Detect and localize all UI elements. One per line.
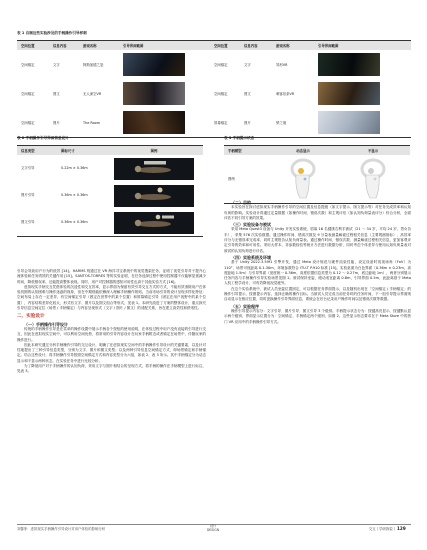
table1-cell-screenshot <box>318 82 391 105</box>
table3 <box>224 145 410 204</box>
table2-header-cell: 图例 <box>150 149 158 153</box>
table1-cell-game: 无人深空VR <box>83 92 102 96</box>
table1-cell-position: 空间锚定 <box>21 121 35 125</box>
table-row <box>17 79 411 108</box>
table1-cell-game: 异形VR <box>276 63 288 67</box>
paragraph: 传统的手柄操作引导是在菜单的操作设置中展示手柄各个按钮的使用说明，在体验过程中用户没有直接的引导进行交互，因此在虚拟现实空间中，可以利用空间优势，将常用的引导内容设计在玩家手柄附近或者锚定在场景中，伴随玩家的操作进行。 <box>17 326 206 342</box>
table1 <box>17 40 411 138</box>
table2-header-cell: 图标尺寸 <box>61 149 75 153</box>
subsection-heading: （一）手柄操作引导设计 <box>24 321 68 327</box>
table2-cell-type: 文字引导 <box>21 166 35 171</box>
table1-header-cell: 信息内容 <box>53 44 67 48</box>
table1-header-cell: 信息内容 <box>244 44 258 48</box>
controller-model-plain-image <box>356 157 390 201</box>
table1-header-cell: 引导界面截图 <box>318 44 339 48</box>
table1-cell-game: 阿斯加德之怒 <box>83 63 104 67</box>
left-column-text <box>17 269 206 375</box>
table3-cell-dynamic <box>268 157 338 201</box>
footer-section: 交互丨学研探索丨 <box>368 527 396 531</box>
table-row <box>17 182 203 209</box>
table2-cell-type: 图片引导 <box>21 193 35 198</box>
table2-header-row <box>17 146 203 155</box>
paragraph: 本实验旨在探讨虚拟现实手柄操作引导的空间位置及信息提级（如文字提示、图文提示等）对任务完成效率和认知负荷的影响。实验设计将通过定量数据（如操作时间、错误次数）和主观评估（如认知负荷量表评分）综合分析，全面评估不同引导方案的效果。 <box>224 205 411 220</box>
paragraph: 为了降低用户对于手柄操作的认知负荷，采用文字与图片相结合的呈现方式，将手柄的操作在手柄模型上进行标注，见表 3。 <box>17 364 206 374</box>
table2-cell-type: 图文引导 <box>21 220 35 225</box>
game-screenshot-image <box>318 111 380 134</box>
paragraph: 采用 Meta Quest3 设备与 Unity 开发实验系统，招募 16 名健康右利手被试（21 ～ 34 岁，平均 24 岁，男女各半），采集 576 次实验数据。通过操作时间、错误次数及 9 分量表测量解谜过程相关信息（主要观测指标）、高效率评分与无错误率完成率，同时主观报告认知负荷量表。通过操作时间、错误次数、测量解谜过程相关信息，更加客观评定引导的效率和可用性。采用大样本、非参数检验等统计方法进行数据分析，同时考虑个体差异与使用认知负荷量表对被试的认知负荷进行评估。 <box>224 227 411 253</box>
table3-cell-hidden <box>338 157 408 201</box>
table1-cell-game: 梦之境 <box>276 121 287 125</box>
footer-article-title: 刘馨菲：虚拟现实手柄操作引导设计对用户体验的影响分析 <box>17 527 106 531</box>
paragraph: 在这个实验系统中，被试人员坐姿位置固定，可以根据任务界面提示，以及随机出现在「空间锚定 / 手柄锚定」的操作引导提示，按照提示内容，选择正确的操作目标。当被试人员完成当前任务时的任务时间，下一组引导提示界面则自动显示在相应位置，同时更换操作引导界面信息，系统会在后台记录用户操作时间以及错误次数等数据。 <box>224 286 411 302</box>
table3-header-row <box>224 146 410 155</box>
footer-journal-mark <box>203 525 223 533</box>
table1-cell-screenshot <box>123 111 214 134</box>
table1-cell-content: 图文 <box>53 92 60 96</box>
paragraph: 操作引导提示内容分：文字引导、图片引导、图文引导 3 个级别。手柄提示状态分为：按键高亮显示、按键默认显示两个级别，界面显示位置分为：空间锚定、手柄锚定两个级别，如图 2。这些显示形态要求在于 Meta Store 中的热门 VR 应用中的手柄操作引导方式。 <box>224 308 411 324</box>
game-screenshot-image <box>318 53 380 76</box>
controller-text-guide-image <box>114 158 194 180</box>
table1-cell-screenshot <box>318 53 391 76</box>
game-screenshot-image <box>123 82 185 105</box>
table2-cell-size: 0.36m × 0.36m <box>61 220 88 225</box>
table2-cell-example <box>109 185 199 207</box>
subsection-heading: （三）实验设备与被试 <box>231 222 271 228</box>
paragraph: 引导会导致用户行为的低效 [14]。HARMS 则通过在 VR 海洋寻宝系统中的视觉搜索任务，证明了视觉引导对于提升心流体验和任务绩效的关键作用 [15]。SANTOS-TORRES 等的实验证明，在任务选择过程中使用控制器不仅能够显著减少时间，降低错误率，还能提高整体表现。同时，用户对控制器的感知可用性也高于其他实验方式 [16]。 <box>17 269 206 284</box>
table1-cell-screenshot <box>123 53 214 76</box>
table1-cell-content: 图片 <box>53 121 60 125</box>
subsection-heading: （二）目的 <box>231 200 251 205</box>
table-row <box>224 155 410 203</box>
footer-journal-cn: 设计 <box>209 524 217 528</box>
table1-header-cell: 游戏名称 <box>276 44 290 48</box>
table2 <box>17 145 203 237</box>
table-row <box>17 50 411 79</box>
table1-cell-game: The Room <box>83 120 101 125</box>
footer-journal-en: DESIGN <box>206 527 220 532</box>
table2-header-cell: 信息类型 <box>21 149 35 153</box>
table3-header-cell: 动态显示 <box>296 149 310 153</box>
table1-header-row <box>17 41 411 50</box>
controller-model-highlighted-image <box>286 157 320 201</box>
game-screenshot-image <box>318 82 380 105</box>
table1-cell-position: 屏幕锚定 <box>214 121 228 125</box>
right-column-text <box>224 200 411 325</box>
paragraph: 基于 Unity 2022.3.59f1 引擎开发，通过 Meta 设计规范与硬件渲染性能，设定设备时视视场角（FoV）为 110°，场景可视距离 0.1-30m，环境参数符合 ITU-T P.910 标准 [15]。实验桌面为白色界面（0.36m × 0.23m，高度距地 1.5m）与引导界面（宽度统一 0.36m，高度依据信息类型为 0.12 ～ 0.27m，底边距地 1m），两者分别展示任务内容与手柄操作引导实验场景见图 1。被试保持坐姿，眼动适宜距离 0.8m，引导界面 0.5m，此距离基于 Meta 人机工程学设计，可有效降低视觉疲劳。 <box>224 260 411 286</box>
table1-cell-screenshot <box>123 82 214 105</box>
game-screenshot-image <box>123 53 185 76</box>
table1-cell-content: 图文 <box>244 92 251 96</box>
table-row <box>17 108 411 137</box>
table2-cell-example <box>109 158 199 180</box>
table1-header-cell: 引导界面截图 <box>123 44 144 48</box>
subsection-heading: （四）实验系统及环境 <box>231 254 271 260</box>
controller-image-guide-image <box>114 185 194 207</box>
paragraph: 虚拟现实手柄交互凭借体验的沉浸性和交互效率，显示界面为保留有效引导交互方式的方式，不能有效消除用户在体验初期的认知困难与操作迷惑的现象，但在中期则能依赖深入理解手柄操作规则。当前市场引导的设计呈现多样化特征：空间布局上存在一定差异，有空间锚定引导（固定在世界中的某个位置）和屏幕锚定引导（固定在用户视野中的某个位置），内容结构差异化较大，形式有文字、图片以及图文组合等形式，见表 1。本研究改进了方案的整体设计，重点探究引导信息空间定位（场景 / 手柄锚定）与内容呈现形式（文字 / 图片 / 图文）的适配关系，旨在建立高效性和舒适性。 <box>17 284 206 311</box>
table-row <box>17 155 203 182</box>
table2-cell-example <box>109 212 199 234</box>
paragraph: 因此本研究通过分析手柄操作引导的交互设计，明确了在虚拟现实空间中的手柄操作引导设计的关键要素，以及针对性地提出了三种引导信息类型，分别为文字、图片和图文类型；以及两种引导信息空间锚定方式，即场景锚定和手柄锚定。结合这些设计，将手柄操作引导按照空间锚定方式和内容类型分为六组，如表 2、表 3 所示。其中手柄锚定分为动态显示和不显示两种状态，在实验任务中进行比较分析。 <box>17 342 206 363</box>
table2-cell-size: 0.36m × 0.36m <box>61 193 88 198</box>
table1-header-cell: 空间位置 <box>21 44 35 48</box>
table1-cell-position: 空间锚定 <box>21 63 35 67</box>
table1-cell-position: 空间锚定 <box>21 92 35 96</box>
controller-mixed-guide-image <box>114 212 194 234</box>
subsection-heading: （五）实验程序 <box>231 303 259 309</box>
table1-cell-content: 文字 <box>53 63 60 67</box>
table1-header-cell: 游戏名称 <box>83 44 97 48</box>
game-screenshot-image <box>123 111 185 134</box>
table1-cell-content: 文字 <box>244 63 251 67</box>
table1-cell-screenshot <box>318 111 391 134</box>
table1-cell-position: 空间锚定 <box>214 63 228 67</box>
section-heading: 二、实验设计 <box>17 314 45 320</box>
table2-caption: 表 2 手柄操作引导界面信息设计 <box>17 136 69 140</box>
page-number: 129 <box>397 526 406 531</box>
table1-caption: 表 1 自制这些实验涉及的手柄操作引导样刺 <box>17 31 87 35</box>
table3-header-cell: 手柄模型 <box>228 149 242 153</box>
table1-cell-position: 空间锚定 <box>214 92 228 96</box>
table1-header-cell: 空间位置 <box>214 44 228 48</box>
table3-row-label: 图例 <box>228 176 235 181</box>
table2-cell-size: 0.22m × 0.36m <box>61 166 88 171</box>
table3-header-cell: 不显示 <box>367 149 379 153</box>
table1-cell-game: 刺客信条VR <box>276 92 295 96</box>
table3-caption: 表 3 手柄提示状态 <box>224 136 255 140</box>
table-row <box>17 209 203 236</box>
table1-cell-content: 图片 <box>244 121 251 125</box>
